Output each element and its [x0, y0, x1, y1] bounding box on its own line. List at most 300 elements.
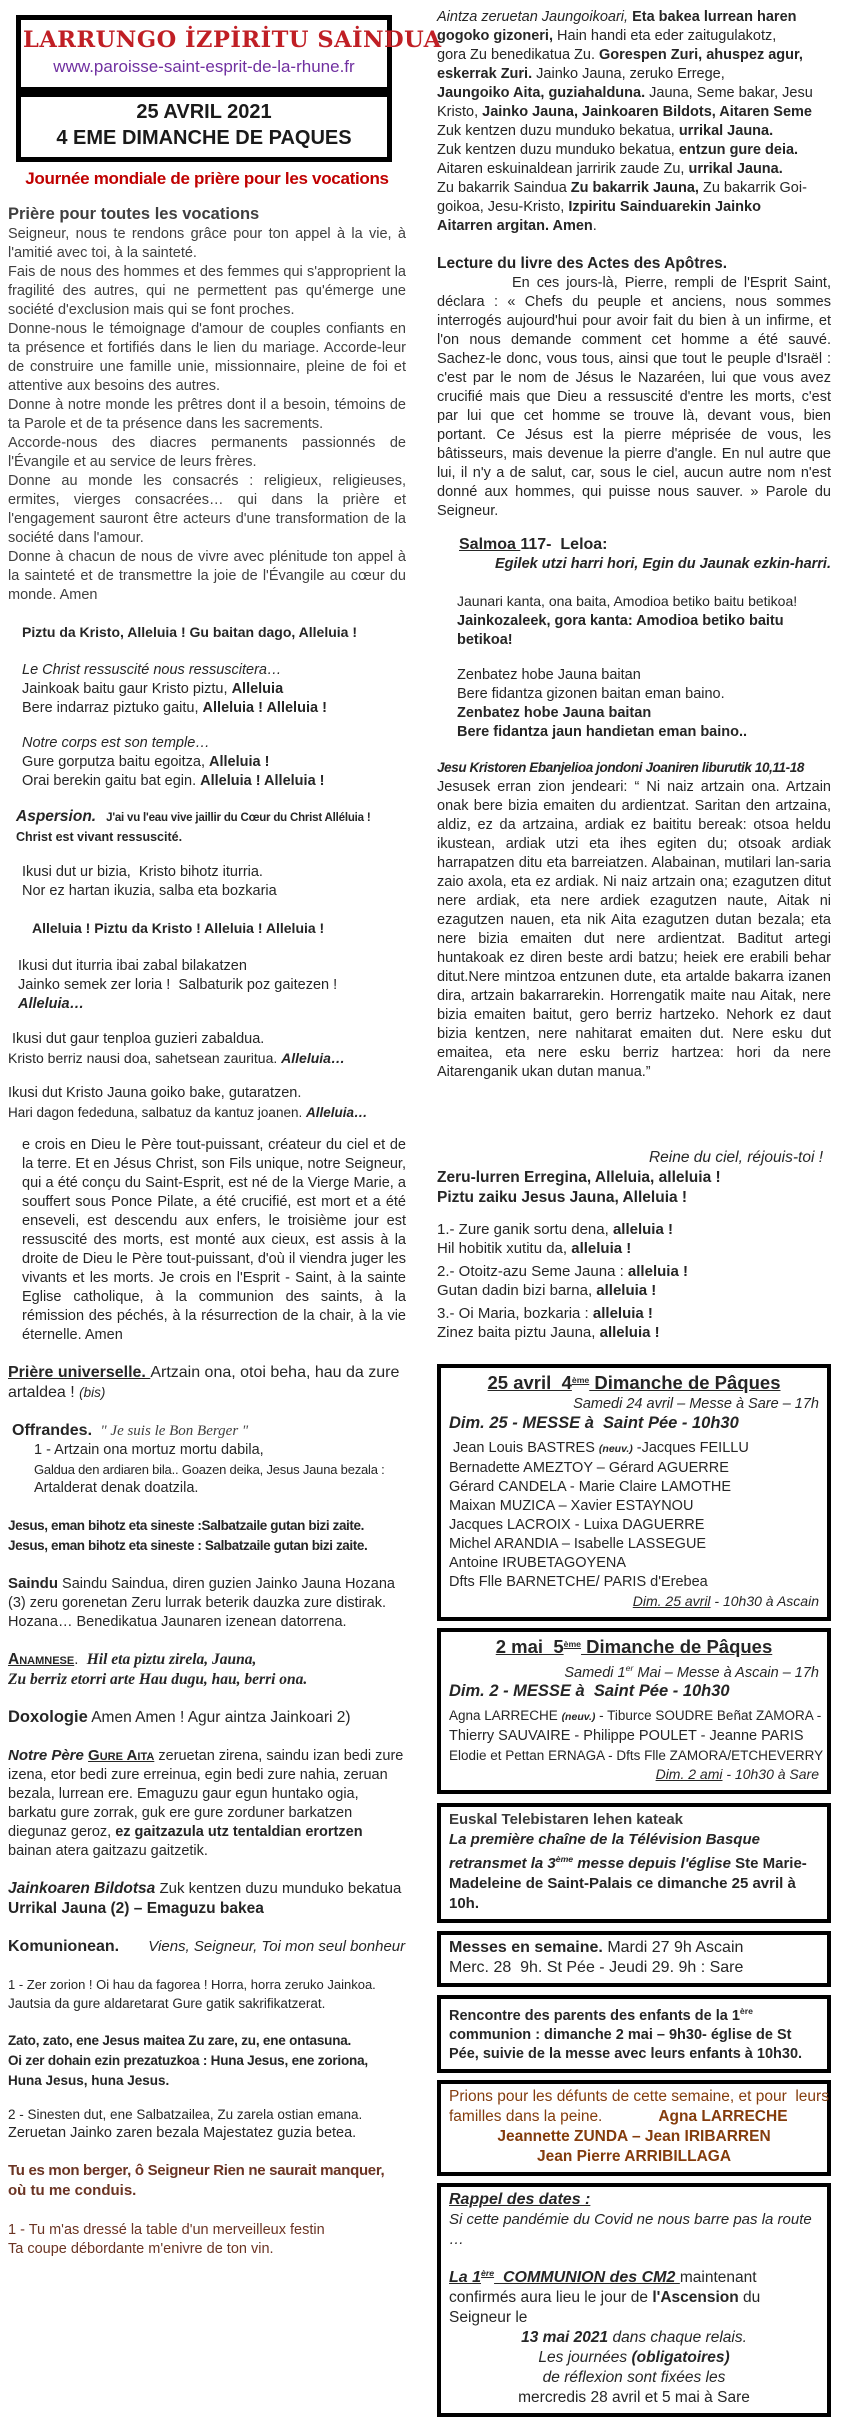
text-run: Alleluia… — [18, 996, 85, 1012]
text-run: e crois en Dieu le Père tout-puissant, créateur du ciel et de la terre. Et en Jésus Christ, son Fils unique, notre Seigneur, qui a été conçu du Saint-Esprit, est né de la Vierge Marie, a souffert sous Ponce Pilate, a été crucifié, est mort et a été enseveli, est descendu aux enfers, le troisième jour est ressuscité des morts, est monté aux cieux, est assis à la droite de Dieu le Père tout-puissant, d'où il viendra juger les vivants et les morts. Je crois en l'Esprit - Saint, à la sainte Eglise catholique, à la communion des saints, à la rémission des péchés, à la résurrection de la chair, à la vie éternelle. Amen — [22, 1137, 406, 1343]
text-run: - Tiburce SOUDRE Beñat ZAMORA - — [595, 1708, 822, 1724]
hymn-refrain — [32, 919, 406, 939]
text-run: Mai – Messe à Ascain – 17h — [633, 1664, 819, 1681]
date-box — [16, 92, 392, 162]
text-run: alleluia ! — [592, 1305, 653, 1322]
text-run: Zuk kentzen duzu munduko bekatua, — [437, 123, 679, 139]
spacer — [437, 1987, 831, 1995]
text-run: Aitaren eskuinaldean jarririk zaude Zu, — [437, 161, 689, 177]
spacer — [437, 1923, 831, 1931]
prayer-paragraph — [8, 225, 406, 263]
text-run: Eta bakea lurrean haren — [632, 9, 797, 25]
text-run: dans chaque relais. — [608, 2328, 747, 2346]
text-run: Artalderat denak doatzila. — [34, 1480, 199, 1496]
text-run: ème — [555, 1854, 574, 1865]
communion-line — [449, 2328, 819, 2348]
gloria-line — [437, 217, 831, 236]
spacer — [437, 574, 831, 592]
regina-verse — [437, 1220, 831, 1239]
intention-name — [449, 1516, 819, 1535]
text-run: Fais de nous des hommes et des femmes qui s'approprient la fragilité des autres, qui ne permettent pas qu'émerge une société d'exclusion mais qui se font proches. — [8, 264, 406, 318]
intention-name — [449, 1554, 819, 1573]
prayer-paragraph — [8, 320, 406, 396]
text-run: Jean Pierre ARRIBILLAGA — [536, 2148, 732, 2166]
intention-name — [449, 1746, 824, 1765]
text-run: Jean Louis BASTRES — [449, 1439, 599, 1456]
psalm-heading — [459, 535, 831, 555]
text-run: zeruetan zirena, saindu izan bedi zure izena, etor bedi zure erreinua, egin bedi zure nahia, zeruan bezala, lurrean ere. Emaguzu gaur egun huntako ogia, barkatu gure zorrak, guk ere gure zorduner barkatzen diegunaz geroz, — [8, 1748, 404, 1840]
regina-refrain — [437, 1168, 831, 1188]
text-run: 3.- Oi Maria, bozkaria : — [437, 1305, 593, 1322]
text-run: 2 mai 5 — [495, 1635, 564, 1657]
hymn-line — [22, 753, 406, 772]
spacer — [8, 1556, 406, 1574]
weekday-line — [449, 1958, 819, 1978]
box-footnote — [449, 1592, 819, 1612]
text-run: Alleluia ! Alleluia ! — [202, 700, 327, 716]
text-run: ème — [571, 1375, 590, 1385]
prayer-paragraph — [8, 472, 406, 548]
hymn-line — [34, 1460, 406, 1479]
text-run: Hain handi eta eder zaitugulakotz, — [557, 28, 777, 44]
text-run: Merc. 28 9h. St Pée - Jeudi 29. 9h : Sare — [449, 1959, 744, 1977]
defunts-box — [437, 2080, 831, 2176]
page-subtitle: Journée mondiale de prière pour les vocations — [25, 169, 389, 188]
rappel-title — [449, 2190, 819, 2210]
aspersion-line — [16, 828, 406, 847]
text-run: Gorespen Zuri, ahuspez agur, — [599, 47, 803, 63]
text-run: " Je suis le Bon Berger " — [100, 1423, 249, 1439]
sunday-line: 4 EME DIMANCHE DE PAQUES — [56, 127, 352, 149]
hymn-line — [8, 1049, 406, 1068]
regina-verse — [437, 1239, 831, 1258]
spacer — [8, 901, 406, 919]
hymn-refrain — [22, 623, 406, 643]
text-run: entzun gure deia. — [678, 142, 799, 158]
text-run: Jainko Jauna, Jainkoaren Bildots, Aitaren Seme — [482, 104, 812, 120]
hymn-line — [18, 957, 406, 976]
spacer — [8, 847, 406, 863]
spacer — [8, 191, 406, 205]
parish-url: www.paroisse-saint-esprit-de-la-rhune.fr — [53, 57, 355, 76]
text-run: - 10h30 à Ascain — [710, 1592, 819, 1609]
text-run: Offrandes. — [12, 1422, 93, 1439]
hymn-refrain — [8, 1536, 406, 1556]
text-run: Donne-nous le témoignage d'amour de couples confiants en ta présence et fortifiés dans le lien du mariage. Accorde-leur de construire une famille unie, missionnaire, pleine de foi et attentive aux besoins des autres. — [8, 321, 406, 394]
text-run: Kristo berriz nausi doa, sahetsean zauritua. — [8, 1050, 282, 1066]
spacer — [8, 791, 406, 807]
text-run: Zuk kentzen duzu munduko bekatua, — [437, 142, 679, 158]
text-run: Tu es mon berger, ô Seigneur Rien ne saurait manquer, — [8, 2162, 385, 2179]
text-run: alleluia ! — [571, 1240, 632, 1257]
text-run: familles dans la peine. — [449, 2108, 659, 2126]
hymn-line — [22, 882, 406, 901]
text-run: 1 - Artzain ona mortuz mortu dabila, — [34, 1442, 264, 1458]
text-run: de réflexion sont fixées les — [542, 2368, 726, 2386]
prayer-paragraph — [8, 548, 406, 605]
text-run: Jacques LACROIX - Luixa DAGUERRE — [449, 1516, 705, 1533]
text-run: Samedi 24 avril – Messe à Sare – 17h — [573, 1395, 819, 1412]
text-run: Messes en semaine. — [449, 1939, 603, 1957]
psalm-verse — [457, 612, 831, 631]
text-run: - 10h30 à Sare — [722, 1766, 819, 1783]
mass-box-25-avril — [437, 1364, 831, 1621]
spacer — [437, 1621, 831, 1628]
text-run: -Jacques FEILLU — [632, 1439, 749, 1456]
text-run: 1 - Zer zorion ! Oi hau da fagorea ! Horra, horra zeruko Jainkoa. — [8, 1977, 376, 1992]
text-run: messe depuis l'église — [573, 1855, 736, 1873]
meeting-paragraph — [449, 2002, 819, 2064]
intention-name — [449, 1573, 819, 1592]
agnus-line — [8, 1899, 406, 1919]
spacer — [449, 2250, 819, 2264]
text-run: bainan atera gaitzazu gaitzetik. — [8, 1843, 208, 1859]
text-run: . — [74, 1651, 87, 1668]
text-run: . — [592, 218, 597, 234]
text-run: Les journées — [538, 2348, 632, 2366]
gloria-line — [437, 84, 831, 103]
berger-verse — [8, 2240, 406, 2259]
spacer — [8, 1728, 406, 1746]
communion-line — [449, 2388, 819, 2408]
text-run: Zuk kentzen duzu munduko bekatua — [155, 1880, 402, 1897]
text-run: Saindu Saindua, diren guzien Jainko Jauna Hozana (3) zeru gorenetan Zeru lurrak beterik dauzka zure distirak. Hozana… Benedikatua Jaunaren izenean datorrena. — [8, 1576, 395, 1630]
text-run: Notre Père — [8, 1747, 89, 1764]
hymn-line — [8, 1975, 406, 1994]
regina-verse — [437, 1323, 831, 1342]
date-line: 25 AVRIL 2021 — [136, 101, 272, 123]
text-run: Reine du ciel, réjouis-toi ! — [648, 1149, 823, 1166]
box-footnote — [449, 1765, 819, 1785]
text-run: Ikusi dut ur bizia, Kristo bihotz iturria. — [22, 864, 263, 880]
intention-name — [449, 1497, 819, 1516]
text-run: gora Zu benedikatua Zu. — [437, 47, 600, 63]
text-run: 25 avril 4 — [487, 1371, 572, 1393]
spacer — [437, 1342, 831, 1364]
box-title — [449, 1371, 819, 1395]
spacer — [8, 2013, 406, 2031]
text-run: Jaungoiko Aita, guziahalduna. — [437, 85, 650, 101]
text-run: Agna LARRECHE — [658, 2108, 788, 2126]
text-run: Gure gorputza baitu egoitza, — [22, 754, 210, 770]
spacer — [437, 2073, 831, 2080]
right-column — [437, 0, 831, 2417]
text-run: 13 mai 2021 — [521, 2328, 609, 2346]
hymn-cue — [22, 661, 406, 680]
text-run: Notre corps est son temple… — [22, 735, 210, 751]
text-run: (neuv.) — [598, 1442, 633, 1455]
spacer — [437, 650, 831, 666]
text-run — [96, 810, 106, 824]
gloria-line — [437, 198, 831, 217]
text-run: Anamnese — [8, 1651, 75, 1668]
text-run: 117- — [520, 536, 561, 553]
text-run: Dimanche de Pâques — [581, 1635, 773, 1657]
berger-verse — [8, 2221, 406, 2240]
intention-name — [449, 1706, 822, 1727]
text-run: Le Christ ressuscité nous ressuscitera… — [22, 662, 282, 678]
text-run: Dim. 25 - MESSE à Saint Pée - 10h30 — [449, 1413, 739, 1432]
text-run: Zato, zato, ene Jesus maitea Zu zare, zu, ene ontasuna. — [8, 2033, 352, 2048]
regina-cue — [437, 1148, 823, 1168]
text-run: Alleluia… — [305, 1105, 368, 1120]
weekday-mass-box — [437, 1931, 831, 1987]
priere-universelle — [8, 1363, 406, 1403]
hymn-line — [22, 680, 406, 699]
text-run: Samedi 1 — [564, 1664, 626, 1681]
text-run: Alleluia ! Piztu da Kristo ! Alleluia ! Alleluia ! — [32, 920, 325, 936]
text-run: Bere indarraz piztuko gaitu, — [22, 700, 203, 716]
spacer — [8, 1498, 406, 1516]
text-run: Huna Jesus, huna Jesus. — [8, 2073, 170, 2088]
text-run: 2 - Sinesten dut, ene Salbatzailea, Zu zarela ostian emana. — [8, 2107, 363, 2122]
sanctus-paragraph — [8, 1574, 406, 1632]
gloria-line — [437, 160, 831, 179]
text-run: 1.- Zure ganik sortu dena, — [437, 1221, 613, 1238]
text-run: Izpiritu Sainduarekin Jainko — [568, 199, 761, 215]
spacer — [8, 1957, 406, 1975]
text-run: Artzain ona, otoi beha, hau da zure artaldea ! — [8, 1364, 400, 1401]
spacer — [8, 2091, 406, 2105]
psalm-verse — [457, 631, 831, 650]
parents-meeting-box — [437, 1995, 831, 2073]
text-run: J'ai vu l'eau vive jaillir du Cœur du Christ Alléluia ! — [106, 812, 371, 824]
text-run: Bere fidantza jaun handietan eman baino.. — [457, 724, 748, 740]
prayer-paragraph — [8, 434, 406, 472]
text-run: Zu bakarrik Jauna, — [570, 180, 703, 196]
spacer — [437, 742, 831, 758]
mass-box-2-mai — [437, 1628, 831, 1795]
text-run: ère — [481, 2268, 495, 2279]
text-run: COMMUNION des CM2 — [494, 2268, 680, 2286]
text-run: Jainkozaleek, gora kanta: Amodioa betiko baitu — [457, 613, 784, 629]
text-run: Mardi 27 9h Ascain — [602, 1939, 744, 1957]
aspersion-heading — [16, 807, 406, 828]
regina-refrain — [437, 1188, 831, 1208]
gloria-line — [437, 122, 831, 141]
text-run: gogoko gizoneri, — [437, 28, 558, 44]
text-run: 1 - Tu m'as dressé la table d'un merveilleux festin — [8, 2222, 325, 2238]
text-run: Zu berriz etorri arte Hau dugu, hau, berri ona. — [8, 1671, 308, 1688]
text-run: Dfts Flle BARNETCHE/ PARIS d'Erebea — [449, 1573, 708, 1590]
text-run: Bere fidantza gizonen baitan eman baino. — [457, 686, 725, 702]
text-run: Ikusi dut gaur tenploa guzieri zabaldua. — [12, 1031, 265, 1047]
spacer — [8, 939, 406, 957]
text-run: mercredis 28 avril et 5 mai à Sare — [518, 2388, 750, 2406]
text-run: Maixan MUZICA – Xavier ESTAYNOU — [449, 1497, 694, 1514]
regina-verse — [437, 1304, 831, 1323]
text-run: où tu me conduis. — [8, 2182, 137, 2199]
text-run: Piztu da Kristo, Alleluia ! Gu baitan dago, Alleluia ! — [22, 624, 357, 640]
text-run: Antoine IRUBETAGOYENA — [449, 1554, 627, 1571]
hymn-line — [8, 1084, 406, 1103]
text-run: Agna LARRECHE — [449, 1708, 562, 1724]
defunts-name — [449, 2147, 819, 2167]
rappel-line — [449, 2210, 819, 2250]
text-run: (neuv.) — [561, 1711, 596, 1724]
text-run: Jesusek erran zion jendeari: “ Ni naiz artzain ona. Artzain onak bere bizia emaiten du ardientzat. Saritan den artzaina, aldiz, ez da artzaina, ardiak ez baititu bereak: otsoa heldu ikustean, ardiak utzi eta ihes egiten du; otsoak ardiak harrapatzen ditu eta barreiatzen. Alabainan, mutilari lan-saria zaio axola, eta ez ardiak. Ni naiz artzain ona; ezagutzen ditut nere ardiak, eta nere ardiek ezagutzen naute, Aitak ni ezagutzen nauen, eta nik Aita ezagutzen dutan bezala; eta nere bizia emaiten dut nere ardientzat. Baditut artegi huntakoak ez diren beste ardi batzu; heiek ere erabili behar ditut.Nere mintzoa entzunen dute, eta artalde bakarra izanen dira, artzain bakarrarekin. Horrengatik maite nau Aitak, nere bizia emaiten baitut, gero berriz hartzeko. Nehork ez daut bizia kentzen, nere nahitarat emaiten dut. Nere esku dut emaitea, eta nere esku berriz hartzea: hori da nere Aitarenganik ukan dutan manua.” — [437, 779, 831, 1080]
text-run: Donne au monde les consacrés : religieux, religieuses, ermites, vierges consacrées… qui dans la prière et l'engagement sauront être acteurs d'une transformation de la société dans l'amour. — [8, 473, 406, 546]
text-run: Zinez baita piztu Jauna, — [437, 1324, 600, 1341]
regina-verse — [437, 1281, 831, 1300]
text-run: Amen Amen ! Agur aintza Jainkoari 2) — [87, 1709, 351, 1726]
text-run: Euskal Telebistaren lehen kateak — [449, 1811, 684, 1829]
text-run: En ces jours-là, Pierre, rempli de l'Esprit Saint, déclara : « Chefs du peuple et anciens, nous sommes interrogés aujourd'hui pour avoir fait du bien à un infirme, et l'on nous demande comment cet homme a été sauvé. Sachez-le donc, vous tous, ainsi que tout le peuple d'Israël : c'est par le nom de Jésus le Nazaréen, lui que vous avez crucifié mais que Dieu a ressuscité d'entre les morts, c'est par lui que cet homme se trouve là, devant vous, bien portant. Ce Jésus est la pierre méprisée de vous, les bâtisseurs, mais devenue la pierre d'angle. En nul autre que lui, il n'y a de salut, car, sous le ciel, aucun autre nom n'est donné aux hommes, qui puisse nous sauver. » Parole du Seigneur. — [437, 275, 831, 519]
text-run: Donne à notre monde les prêtres dont il a besoin, témoins de ta Parole et de ta présence dans les sacrements. — [8, 397, 406, 432]
spacer — [8, 1122, 406, 1136]
text-run: alleluia ! — [627, 1263, 688, 1280]
hymn-refrain — [8, 1516, 406, 1536]
text-run: Ikusi dut Kristo Jauna goiko bake, gutaratzen. — [8, 1085, 302, 1101]
text-run: Zeru-lurren Erregina, Alleluia, alleluia ! — [437, 1169, 721, 1186]
text-run: betikoa! — [457, 632, 513, 648]
right-content — [437, 8, 831, 2417]
text-run: er — [625, 1662, 634, 1673]
text-run: Gutan dadin bizi barna, — [437, 1282, 597, 1299]
left-content — [8, 191, 406, 2259]
intention-name — [449, 1727, 819, 1746]
text-run: Lecture du livre des Actes des Apôtres. — [437, 255, 728, 272]
text-run — [119, 1938, 148, 1955]
text-run: Alleluia… — [281, 1050, 345, 1066]
hymn-line — [22, 699, 406, 718]
gloria-line — [437, 141, 831, 160]
hymn-line — [34, 1441, 406, 1460]
tv-title — [449, 1810, 819, 1830]
intention-name — [449, 1439, 819, 1459]
komunione-heading — [8, 1937, 406, 1957]
text-run: Jainko Jauna, zeruko Errege, — [536, 66, 725, 82]
hymn-line — [12, 1030, 406, 1049]
spacer — [437, 1208, 831, 1220]
hymn-line — [18, 995, 406, 1014]
text-run: Aspersion. — [16, 808, 97, 825]
psalm-verse — [457, 685, 831, 704]
hymn-cue — [22, 734, 406, 753]
text-run: urrikal Jauna. — [688, 161, 783, 177]
text-run: (obligatoires) — [631, 2348, 730, 2366]
spacer — [437, 1082, 831, 1148]
text-run: Christ est vivant ressuscité. — [16, 830, 183, 844]
hymn-line — [18, 976, 406, 995]
text-run: Kristo, — [437, 104, 483, 120]
text-run: Alleluia ! — [209, 754, 270, 770]
spacer — [8, 1068, 406, 1084]
text-run: Jainkoaren Bildotsa — [8, 1880, 156, 1897]
text-run: Prière pour toutes les vocations — [8, 205, 260, 223]
text-run: Hari dagon fededuna, salbatuz da kantuz joanen. — [8, 1105, 306, 1120]
text-run: Urrikal Jauna (2) – Emaguzu bakea — [8, 1900, 264, 1917]
psalm-antiphon — [495, 555, 831, 574]
text-run: Galdua den ardiaren bila.. Goazen deika, Jesus Jauna bezala : — [34, 1462, 385, 1477]
text-run: Jesus, eman bihotz eta sineste : Salbatzaile gutan bizi zaite. — [8, 1538, 368, 1553]
text-run: Komunionean. — [8, 1938, 120, 1955]
text-run: ème — [563, 1638, 582, 1649]
spacer — [8, 2143, 406, 2161]
rappel-box — [437, 2183, 831, 2417]
text-run: Aintza zeruetan Jaungoikoari, — [437, 9, 633, 25]
spacer — [8, 1014, 406, 1030]
text-run: Rappel des dates : — [449, 2191, 591, 2209]
text-run: Jauna, Seme bakar, Jesu — [649, 85, 813, 101]
text-run: Michel ARANDIA – Isabelle LASSEGUE — [449, 1535, 707, 1552]
text-run: Jesus, eman bihotz eta sineste :Salbatzaile gutan bizi zaite. — [8, 1518, 364, 1533]
text-run: Jesu Kristoren Ebanjelioa jondoni Joaniren liburutik 10,11-18 — [437, 760, 804, 775]
left-column — [8, 0, 442, 2259]
text-run: Jainko semek zer loria ! Salbaturik poz gaitezen ! — [18, 977, 338, 993]
text-run: Dim. 25 avril — [632, 1592, 711, 1609]
masthead-box — [16, 15, 442, 92]
gloria-line — [437, 65, 831, 84]
text-run: Bernadette AMEZTOY – Gérard AGUERRE — [449, 1459, 729, 1476]
parish-title: LARRUNGO İZPİRİTU SAİNDUA — [23, 27, 442, 53]
text-run: Zenbatez hobe Jauna baitan — [457, 667, 641, 683]
gloria-line — [437, 179, 831, 198]
spacer — [8, 2201, 406, 2221]
psalm-verse — [457, 723, 831, 742]
hymn-line — [22, 863, 406, 882]
agnus-line — [8, 1879, 406, 1899]
box-mass-line — [449, 1414, 819, 1434]
lecture-paragraph — [437, 274, 831, 521]
text-run: Prière universelle. — [8, 1364, 151, 1381]
spacer — [8, 1345, 406, 1363]
text-run: Egilek utzi harri hori, Egin du Jaunak ezkin-harri. — [495, 556, 831, 572]
tv-box — [437, 1803, 831, 1923]
psalm-verse — [457, 592, 831, 612]
hymn-line — [22, 772, 406, 791]
text-run: Dim. 2 - MESSE à Saint Pée - 10h30 — [449, 1682, 730, 1701]
spacer — [8, 1690, 406, 1708]
gospel-paragraph — [437, 778, 831, 1082]
spacer — [8, 1919, 406, 1937]
section-heading-priere — [8, 205, 406, 225]
text-run: eskerrak Zuri. — [437, 66, 537, 82]
hymn-line — [8, 2124, 406, 2143]
text-run: Seigneur, nous te rendons grâce pour ton appel à la vie, à l'amitié avec toi, à la sainteté. — [8, 226, 406, 261]
regina-verse — [437, 1262, 831, 1281]
gospel-heading — [437, 758, 831, 778]
spacer — [8, 643, 406, 661]
box-title — [449, 1635, 819, 1659]
intention-name — [449, 1535, 819, 1554]
berger-refrain — [8, 2161, 406, 2181]
text-run: Jainkoak baitu gaur Kristo piztu, — [22, 681, 232, 697]
defunts-name — [449, 2127, 819, 2147]
prayer-paragraph — [8, 263, 406, 320]
text-run: Ikusi dut iturria ibai zabal bilakatzen — [18, 958, 247, 974]
text-run: Dim. 2 ami — [655, 1766, 723, 1783]
text-run: Ste Marie-Madeleine de Saint-Palais ce dimanche 25 avril à 10h. — [449, 1855, 807, 1913]
text-run: Orai berekin gaitu bat egin. — [22, 773, 201, 789]
text-run: Piztu zaiku Jesus Jauna, Alleluia ! — [437, 1189, 688, 1206]
spacer — [437, 521, 831, 535]
text-run: Jaunari kanta, ona baita, Amodioa betiko baitu betikoa! — [457, 593, 798, 609]
tv-paragraph — [449, 1830, 819, 1914]
text-run: Gérard CANDELA - Marie Claire LAMOTHE — [449, 1478, 732, 1495]
text-run: Gure Aita — [88, 1747, 155, 1764]
intention-name — [449, 1459, 819, 1478]
weekday-line — [449, 1938, 819, 1958]
text-run: urrikal Jauna. — [678, 123, 774, 139]
hymn-line — [8, 1103, 406, 1122]
doxologie-line — [8, 1708, 406, 1728]
text-run: Donne à chacun de nous de vivre avec plénitude ton appel à la sainteté et de transmettre la joie de l'Évangile au cœur du monde. Amen — [8, 549, 406, 603]
text-run: 2.- Otoitz-azu Seme Jauna : — [437, 1263, 628, 1280]
text-run: maintenant confirmés aura lieu le jour de — [449, 2268, 757, 2306]
text-run: Thierry SAUVAIRE - Philippe POULET - Jeanne PARIS — [449, 1728, 804, 1745]
gloria-line — [437, 103, 831, 122]
